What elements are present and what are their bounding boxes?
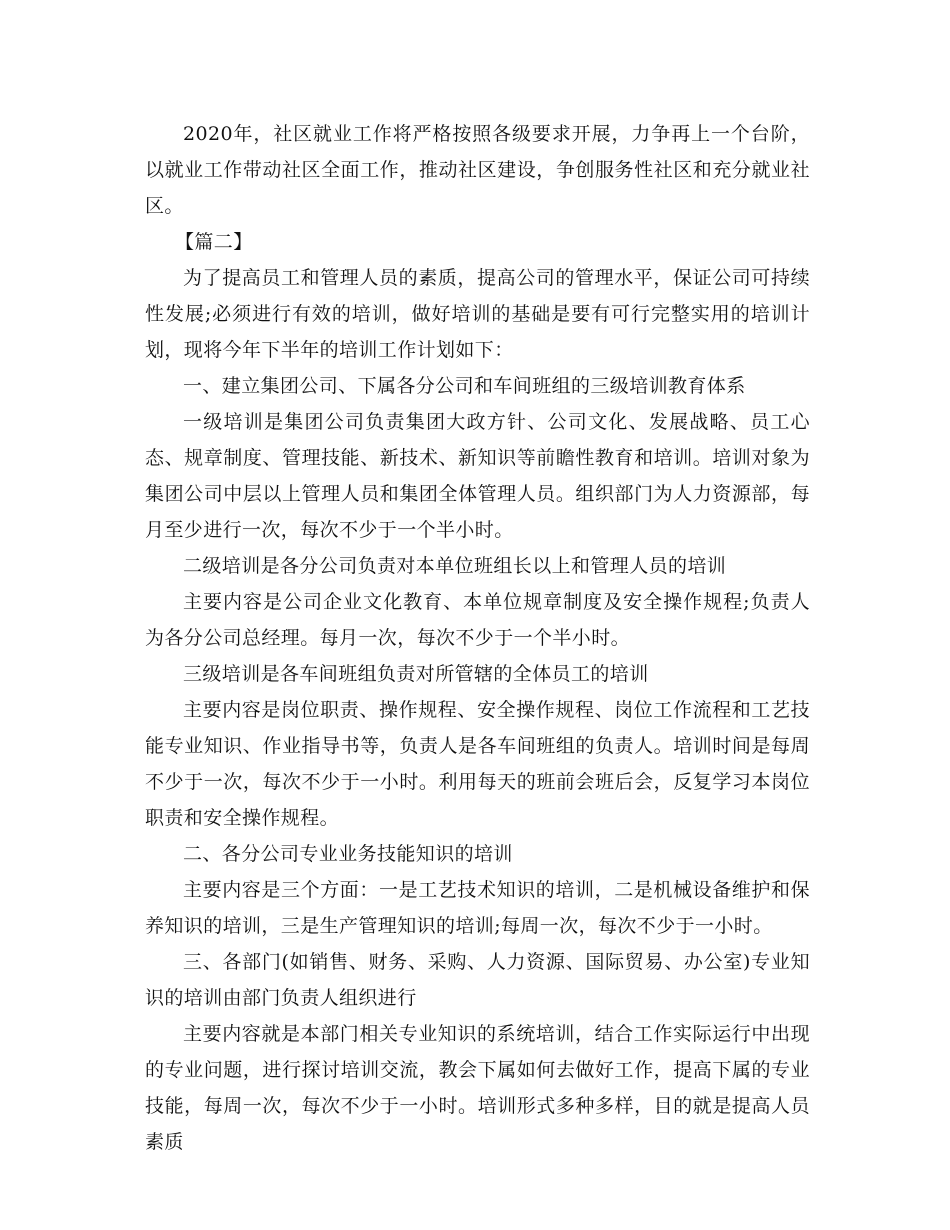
- heading-level-three-training: 三级培训是各车间班组负责对所管辖的全体员工的培训: [183, 663, 649, 685]
- document-body: [145, 116, 810, 1160]
- heading-department-training: 三、各部门(如销售、财务、采购、人力资源、国际贸易、办公室)专业知识的培训由部门负责人组织进行: [145, 951, 810, 1009]
- paragraph-level-one-training: 一级培训是集团公司负责集团大政方针、公司文化、发展战略、员工心态、规章制度、管理技能、新技术、新知识等前瞻性教育和培训。培训对象为集团公司中层以上管理人员和集团全体管理人员。组织部门为人力资源部，每月至少进行一次，每次不少于一个半小时。: [145, 411, 810, 541]
- paragraph-level-three-content: 主要内容是岗位职责、操作规程、安全操作规程、岗位工作流程和工艺技能专业知识、作业指导书等，负责人是各车间班组的负责人。培训时间是每周不少于一次，每次不少于一小时。利用每天的班前会班后会，反复学习本岗位职责和安全操作规程。: [145, 699, 810, 829]
- section-heading-part-two: 【篇二】: [175, 231, 253, 253]
- paragraph-employment-summary: 2020年，社区就业工作将严格按照各级要求开展，力争再上一个台阶，以就业工作带动社区全面工作，推动社区建设，争创服务性社区和充分就业社区。: [145, 123, 810, 217]
- paragraph-branch-skills-content: 主要内容是三个方面：一是工艺技术知识的培训，二是机械设备维护和保养知识的培训，三是生产管理知识的培训;每周一次，每次不少于一小时。: [145, 879, 810, 937]
- heading-three-level-system: 一、建立集团公司、下属各分公司和车间班组的三级培训教育体系: [183, 375, 746, 397]
- heading-branch-skills-training: 二、各分公司专业业务技能知识的培训: [183, 843, 513, 865]
- paragraph-training-intro: 为了提高员工和管理人员的素质，提高公司的管理水平，保证公司可持续性发展;必须进行有效的培训，做好培训的基础是要有可行完整实用的培训计划，现将今年下半年的培训工作计划如下：: [145, 267, 810, 361]
- heading-level-two-training: 二级培训是各分公司负责对本单位班组长以上和管理人员的培训: [183, 555, 727, 577]
- paragraph-department-content: 主要内容就是本部门相关专业知识的系统培训，结合工作实际运行中出现的专业问题，进行探讨培训交流，教会下属如何去做好工作，提高下属的专业技能，每周一次，每次不少于一小时。培训形式多种多样，目的就是提高人员素质: [145, 1023, 810, 1153]
- paragraph-level-two-content: 主要内容是公司企业文化教育、本单位规章制度及安全操作规程;负责人为各分公司总经理。每月一次，每次不少于一个半小时。: [145, 591, 810, 649]
